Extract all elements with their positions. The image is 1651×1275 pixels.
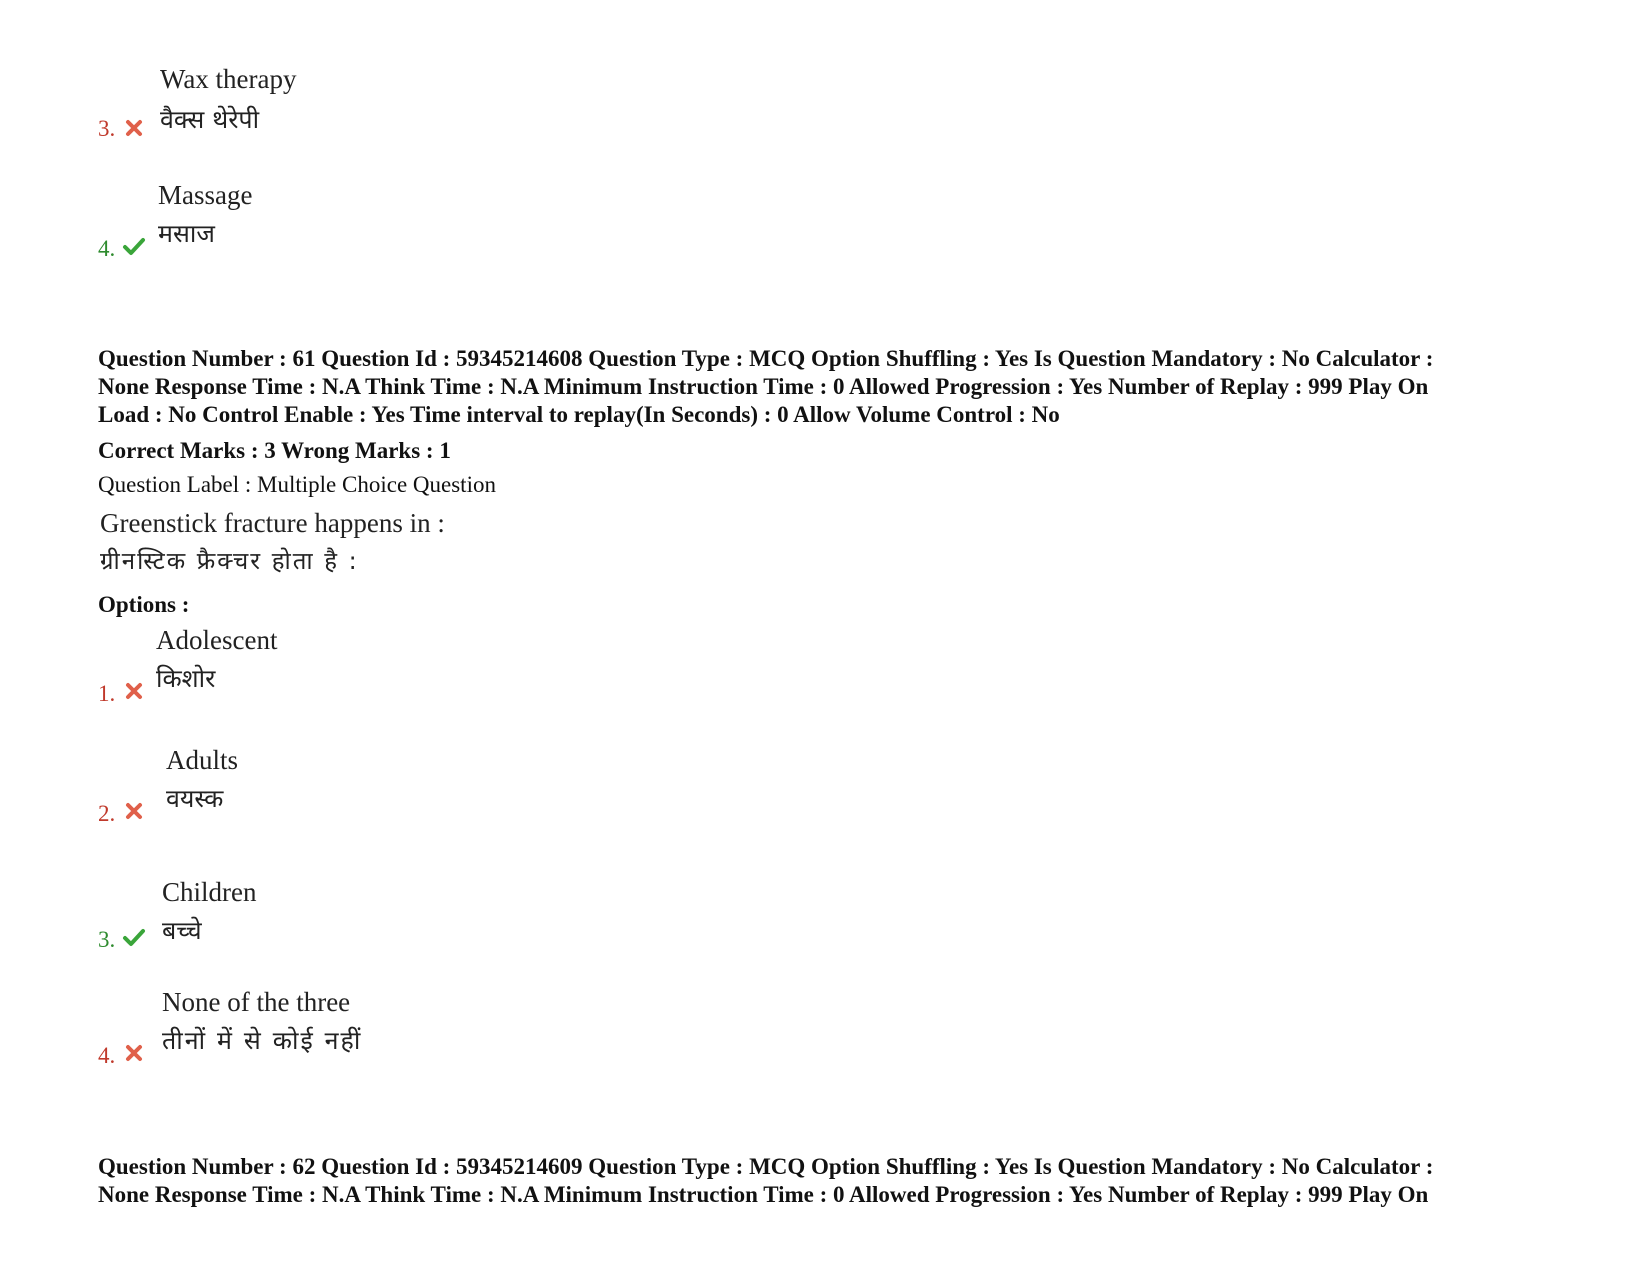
option-number: 4. [98,236,116,261]
option-text-hi: वयस्क [166,784,224,813]
question-text-hi: ग्रीनस्टिक फ्रैक्चर होता है : [100,547,359,575]
meta-line-2: None Response Time : N.A Think Time : N.A Minimum Instruction Time : 0 Allowed Progression : Yes Number of Replay : 999 Play On [98,1182,1429,1207]
question-62-meta [98,1153,1558,1209]
option-number: 2. [98,801,116,826]
option-number: 3. [98,116,116,141]
meta-line-3: Load : No Control Enable : Yes Time interval to replay(In Seconds) : 0 Allow Volume Control : No [98,402,1060,427]
option-text-hi: तीनों में से कोई नहीं [162,1026,363,1055]
option-text-en: Adolescent [156,625,278,655]
option-text-en: Adults [166,745,239,775]
option-text-en: Massage [158,180,253,210]
meta-line-2: None Response Time : N.A Think Time : N.A Minimum Instruction Time : 0 Allowed Progression : Yes Number of Replay : 999 Play On [98,374,1429,399]
option-text-en: Children [162,877,257,907]
cross-icon [122,1041,146,1065]
check-icon [122,234,146,258]
option-number: 1. [98,681,116,706]
option-text-hi: किशोर [156,664,216,693]
option-number: 3. [98,927,116,952]
option-text-en: None of the three [162,987,351,1017]
check-icon [122,925,146,949]
cross-icon [122,799,146,823]
question-marks: Correct Marks : 3 Wrong Marks : 1 [98,438,451,463]
option-text-hi: वैक्स थेरेपी [160,105,260,134]
option-number: 4. [98,1043,116,1068]
meta-line-1: Question Number : 61 Question Id : 59345214608 Question Type : MCQ Option Shuffling : Yes Is Question Mandatory : No Calculator : [98,346,1434,371]
option-text-en: Wax therapy [160,64,297,94]
meta-line-1: Question Number : 62 Question Id : 59345214609 Question Type : MCQ Option Shuffling : Yes Is Question Mandatory : No Calculator : [98,1154,1434,1179]
question-text-en: Greenstick fracture happens in : [100,508,445,538]
options-heading: Options : [98,592,190,617]
option-text-hi: बच्चे [162,916,202,945]
question-61-meta [98,345,1558,429]
question-label: Question Label : Multiple Choice Question [98,472,496,497]
cross-icon [122,116,146,140]
cross-icon [122,679,146,703]
option-text-hi: मसाज [158,219,215,248]
